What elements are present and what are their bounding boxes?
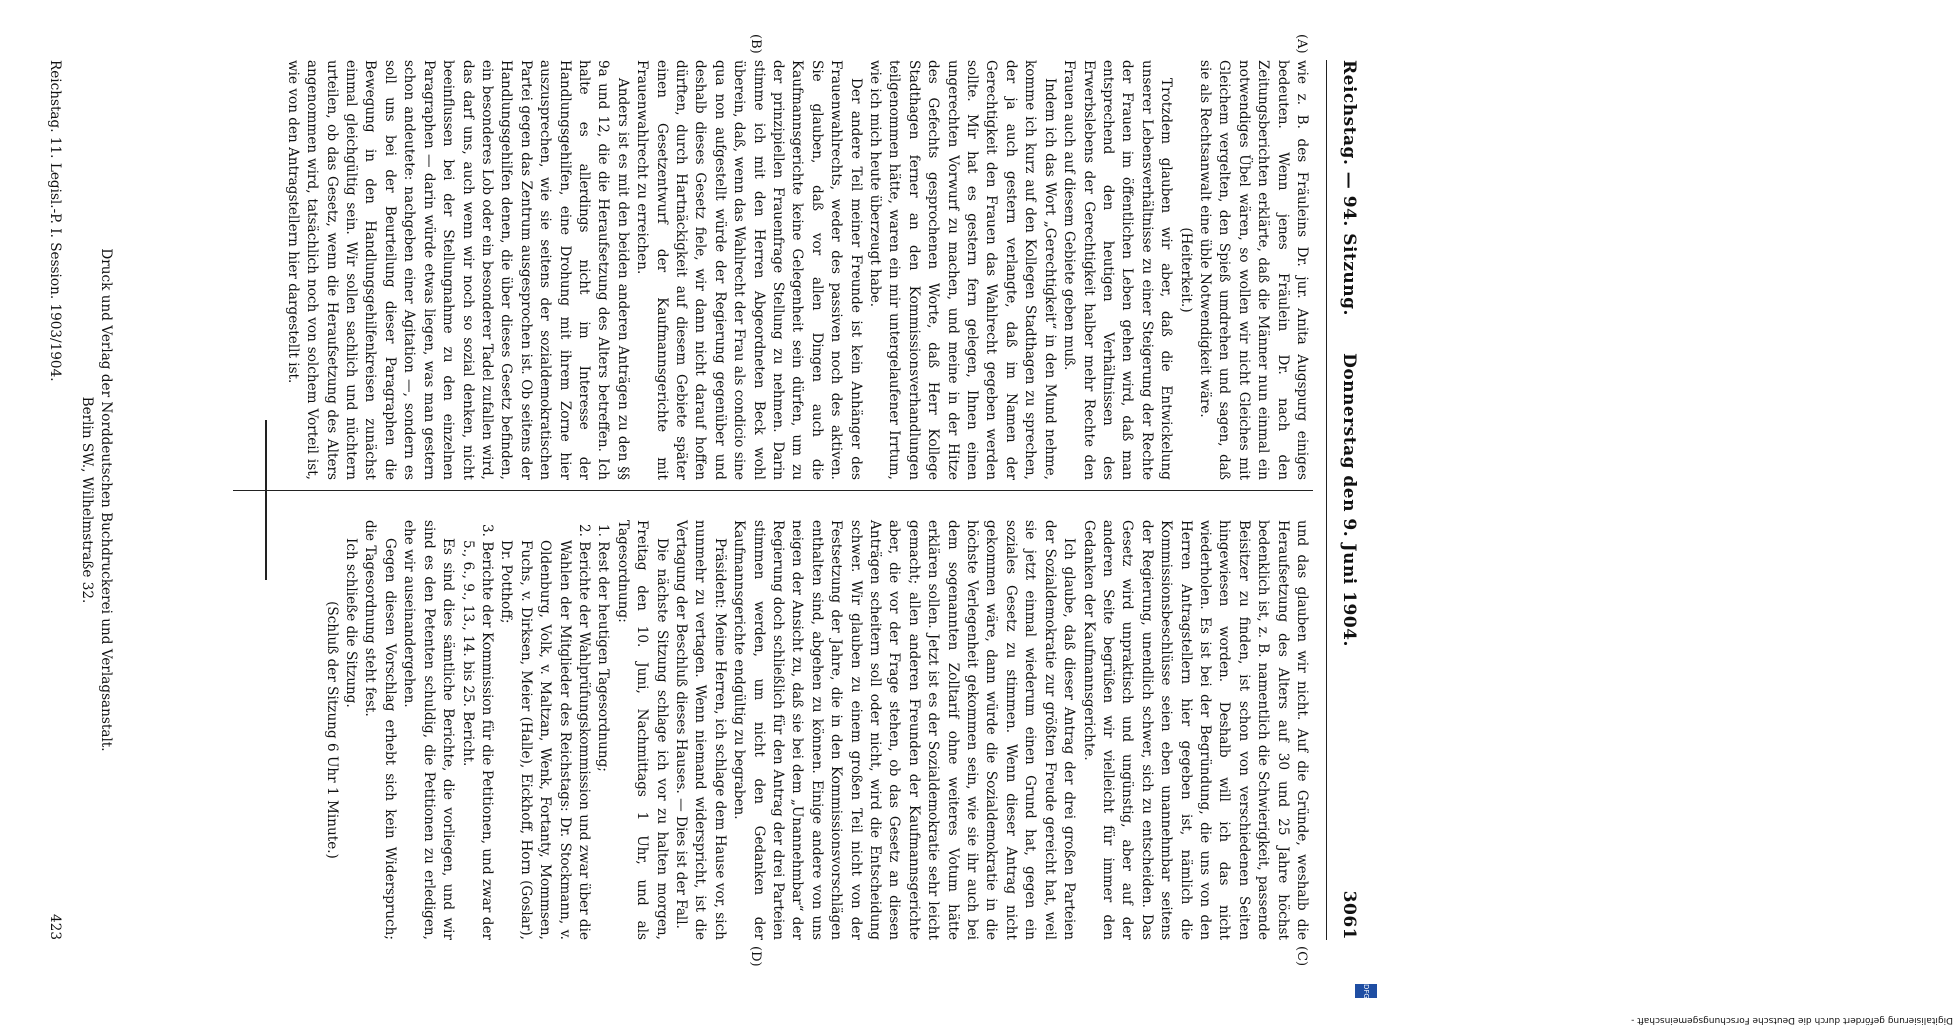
footer-session: Reichstag. 11. Legisl.-P. I. Session. 1903/1904.	[47, 60, 63, 382]
paragraph: Präsident: Meine Herren, ich schlage dem Hause vor, sich nunmehr zu vertagen. Wenn niemand widerspricht, ist die Vertagung der Beschluß dieses Hauses. — Dies ist der Fall.	[673, 520, 728, 940]
header-rule	[1326, 60, 1327, 940]
paragraph: Der andere Teil meiner Freunde ist kein Anhänger des Frauenwahlrechts, weder des passiven noch des aktiven. Sie glauben, daß vor allen Dingen auch die Kaufmannsgerichte keine Gelegenheit sein dürfen, um zu der prinzipiellen Frauenfrage Stellung zu nehmen. Darin stimme ich mit den Herren Abgeordneten Beck wohl überein, daß, wenn das Wahlrecht der Frau als condicio sine qua non aufgestellt würde der Regierung gegenüber und deshalb dieses Gesetz fiele, wir dann nicht darauf hoffen dürften, durch Hartnäckigkeit auf diesem Gebiete später einen Gesetzentwurf der Kaufmannsgerichte mit Frauenwahlrecht zu erreichen.	[634, 60, 864, 480]
paragraph: wie z. B. des Fräuleins Dr. jur. Anita Augspurg einiges bedeuten. Wenn jenes Fräulein Dr. nach den Zeitungsberichten erklärte, daß die Männer nun einmal ein notwendiges Übel wären, so wollen wir nicht Gleiches mit Gleichem vergelten, den Spieß umdrehen und sagen, daß sie als Rechtsanwalt eine üble Notwendigkeit wäre.	[1196, 60, 1310, 480]
digitization-text: Digitalisierung gefördert durch die Deutsche Forschungsgemeinschaft -	[1631, 1015, 1953, 1025]
paragraph: Trotzdem glauben wir aber, daß die Entwickelung unserer Lebensverhältnisse zu einer Steigerung der Rechte der Frauen im öffentlichen Leben gehen wird, daß man entsprechend den heutigen Verhältnissen des Erwerbslebens der Gerechtigkeit halber mehr Rechte den Frauen auch auf diesem Gebiete geben muß.	[1061, 60, 1175, 480]
end-rule	[265, 420, 267, 580]
digitization-note	[0, 985, 1953, 1025]
agenda-list	[457, 520, 612, 940]
paragraph: Gegen diesen Vorschlag erhebt sich kein Widerspruch; die Tagesordnung steht fest.	[362, 520, 398, 940]
dfg-logo-icon: DFG	[1355, 984, 1377, 998]
paragraph: Ich schließe die Sitzung.	[343, 538, 360, 708]
footer-page-number: 423	[47, 914, 63, 940]
right-column	[321, 520, 1311, 940]
left-column	[282, 60, 1311, 480]
imprint-line: Berlin SW., Wilhelmstraße 32.	[79, 396, 95, 604]
paragraph: Anders ist es mit den beiden anderen Anträgen zu den §§ 9a und 12, die die Heraufsetzung des Alters betreffen. Ich halte es allerdings nicht im Interesse der Handlungsgehilfen, eine Drohung mit ihrem Zorne hier auszusprechen, wie sie seitens der sozialdemokratischen Partei gegen das Zentrum ausgesprochen ist. Ob seitens der Handlungsgehilfen denen, die über dieses Gesetz befinden, ein besonderes Lob oder ein besonderer Tadel zufallen wird, das darf uns, auch wenn wir noch so sozial denken, nicht beeinflussen bei der Stellungnahme zu den einzelnen Paragraphen — darin würde etwas liegen, was man gestern schon andeutete: nachgeben einer Agitation —, sondern es soll uns bei der Beurteilung dieser Paragraphen die Bewegung in den Handlungsgehilfenkreisen zunächst einmal gleichgültig sein. Wir sollen sachlich und nüchtern urteilen, ob das Gesetz, wenn die Heraufsetzung des Alters angenommen wird, tatsächlich noch von solchem Vorteil ist, wie von den Antragstellern hier dargestellt ist.	[284, 60, 631, 480]
agenda-item: 3. Berichte der Kommission für die Petitionen, und zwar der 5., 6., 9., 13., 14. bis 25. Bericht.	[459, 524, 495, 940]
header-date: Donnerstag den 9. Juni 1904.	[1339, 353, 1359, 647]
page-number: 3061	[1339, 890, 1359, 940]
column-divider	[233, 490, 1313, 491]
paragraph: (Heiterkeit.)	[1177, 227, 1194, 313]
margin-mark-c: (C)	[1294, 946, 1309, 967]
page-header	[1331, 60, 1365, 940]
margin-mark-a: (A)	[1294, 34, 1309, 54]
margin-mark-b: (B)	[748, 34, 763, 54]
paragraph: Ich glaube, daß dieser Antrag der drei großen Parteien der Sozialdemokratie zur größten Freude gereicht hat, weil sie jetzt einmal wiederum einen Grund hat, gegen ein soziales Gesetz zu stimmen. Wenn dieser Antrag nicht gekommen wäre, dann würde die Sozialdemokratie in die höchste Verlegenheit gekommen sein, wie sie ihr auch bei dem sogenannten Zolltarif ohne weiteres Votum hätte erklären sollen. Jetzt ist es der Sozialdemokratie sehr leicht gemacht; allen anderen Freunden der Kaufmannsgerichte aber, die vor der Frage stehen, ob das Gesetz an diesen Anträgen scheitern soll oder nicht, wird die Entscheidung schwer. Wir glauben zu einem großen Teil nicht von der Festsetzung der Jahre, die in den Kommissionsvorschlägen enthalten sind, abgehen zu können. Einige andere von uns neigen der Ansicht zu, daß sie bei dem „Unannehmbar“ der Regierung doch schließlich für den Antrag der drei Parteien stimmen werden, um nicht den Gedanken der Kaufmannsgerichte endgültig zu begraben.	[731, 520, 1078, 940]
margin-mark-d: (D)	[748, 946, 763, 967]
header-left: Reichstag. — 94. Sitzung.	[1339, 60, 1359, 316]
paragraph: Indem ich das Wort „Gerechtigkeit“ in den Mund nehme, komme ich kurz auf den Kollegen Stadthagen zu sprechen, der ja auch gestern verlangte, daß im Namen der Gerechtigkeit den Frauen das Wahlrecht gegeben werden sollte. Mir hat es gestern fern gelegen, Ihnen einen ungerechten Vorwurf zu machen, und meine in der Hitze des Gefechts gesprochenen Worte, daß Herr Kollege Stadthagen ferner an den Kommissionsverhandlungen teilgenommen hätte, waren ein mir untergelaufener Irrtum, wie ich mich heute überzeugt habe.	[867, 60, 1058, 480]
imprint-line: Druck und Verlag der Norddeutschen Buchdruckerei und Verlagsanstalt.	[98, 248, 114, 752]
agenda-item: 1. Rest der heutigen Tagesordnung;	[595, 524, 612, 772]
imprint	[77, 60, 115, 940]
paragraph: Es sind dies sämtliche Berichte, die vorliegen, und wir sind es den Petenten schuldig, die Petitionen zu erledigen, ehe wir auseinandergehen.	[401, 520, 457, 940]
closing-note: (Schluß der Sitzung 6 Uhr 1 Minute.)	[323, 601, 340, 859]
paragraph: Die nächste Sitzung schlage ich vor zu halten morgen, Freitag den 10. Juni, Nachmittags 1 Uhr, und als Tagesordnung:	[614, 520, 670, 940]
agenda-item: 2. Berichte der Wahlprüfungskommission und zwar über die Wahlen der Mitglieder des Reichstags: Dr. Stockmann, v. Oldenburg, Volk, v. Maltzan, Wenk, Fortanty, Mommsen, Fuchs, v. Dirksen, Meier (Halle), Eickhoff, Horn (Goslar), Dr. Potthoff;	[498, 524, 592, 940]
paragraph: und das glauben wir nicht. Auf die Gründe, weshalb die Heraufsetzung des Alters auf 30 und 25 Jahre höchst bedenklich ist, z. B. namentlich die Schwierigkeit, passende Beisitzer zu finden, ist schon von verschiedenen Seiten hingewiesen worden. Deshalb will ich das nicht wiederholen. Es ist bei der Begründung, die uns von den Herren Antragstellern hier gegeben ist, nämlich die Kommissionsbeschlüsse seien eben unannehmbar seitens der Regierung, unendlich schwer, sich zu entscheiden. Das Gesetz wird unpraktisch und ungünstig, aber auf der anderen Seite begrüßen wir vielleicht für immer den Gedanken der Kaufmannsgerichte.	[1080, 520, 1310, 940]
